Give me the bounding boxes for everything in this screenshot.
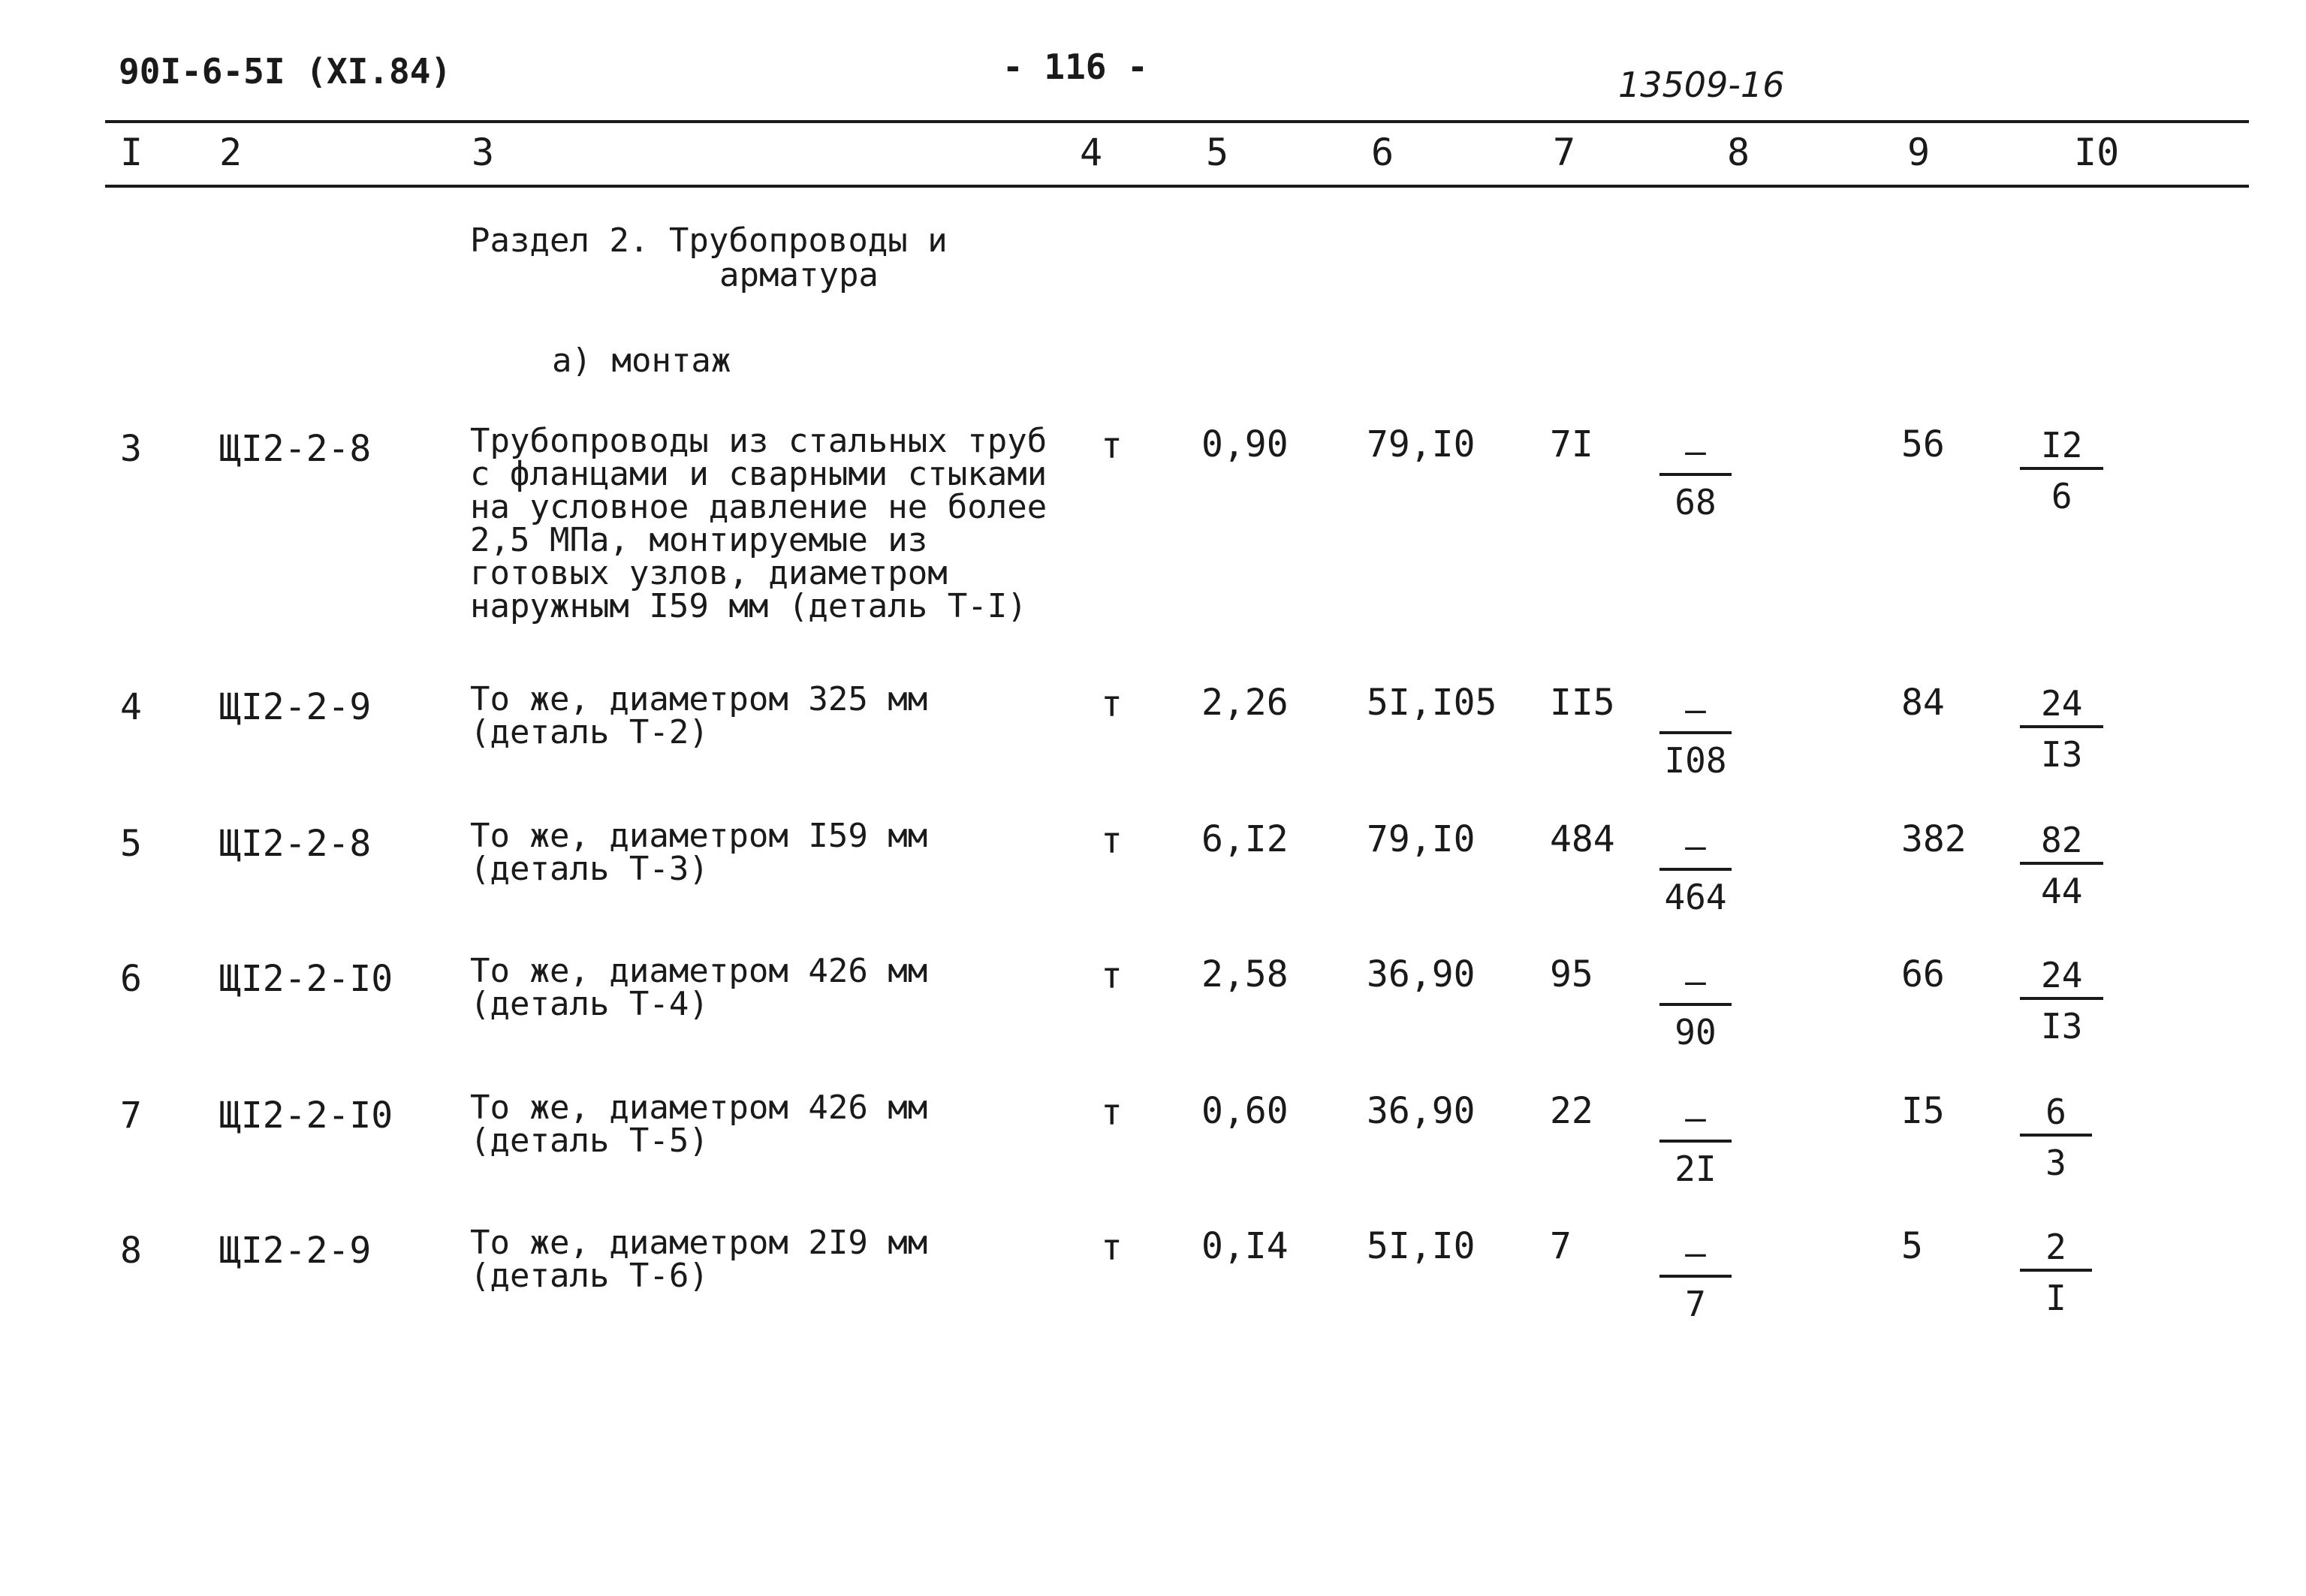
- column-8-fraction: [1659, 961, 1732, 1052]
- unit: т: [1101, 683, 1123, 725]
- fraction-denominator: 2I: [1674, 1149, 1717, 1189]
- column-9-value: 56: [1901, 423, 1945, 465]
- unit: т: [1101, 1092, 1123, 1134]
- work-description: То же, диаметром I59 мм (деталь Т-3): [470, 817, 928, 888]
- total-cost: 7: [1550, 1225, 1572, 1267]
- column-9-value: 5: [1901, 1225, 1923, 1267]
- fraction-denominator: 44: [2041, 871, 2083, 911]
- fraction-numerator: 24: [2020, 958, 2103, 1000]
- fraction-numerator: 2: [2020, 1230, 2092, 1272]
- unit: т: [1101, 1227, 1123, 1269]
- rate-code: ЩI2-2-I0: [219, 958, 393, 1000]
- section-title-continuation: арматура: [719, 256, 879, 294]
- fraction-numerator: 6: [2020, 1095, 2092, 1137]
- work-description: То же, диаметром 426 мм (деталь Т-4): [470, 952, 928, 1023]
- column-8-fraction: [1659, 1233, 1732, 1324]
- rate-code: ЩI2-2-8: [219, 823, 372, 865]
- unit-price: 5I,I0: [1367, 1225, 1476, 1267]
- unit-price: 36,90: [1367, 1090, 1476, 1132]
- column-header: 2: [219, 131, 243, 174]
- rate-code: ЩI2-2-I0: [219, 1095, 393, 1137]
- fraction-numerator: 24: [2020, 686, 2103, 728]
- quantity: 0,60: [1201, 1090, 1289, 1132]
- fraction-denominator: 68: [1674, 482, 1717, 522]
- fraction-denominator: I08: [1664, 740, 1727, 781]
- total-cost: 7I: [1550, 423, 1593, 465]
- fraction-denominator: 7: [1685, 1284, 1706, 1324]
- column-header: I: [120, 131, 143, 174]
- fraction-numerator: 82: [2020, 823, 2103, 865]
- fraction-denominator: I: [2045, 1278, 2066, 1318]
- unit-price: 36,90: [1367, 953, 1476, 995]
- fraction-numerator: –: [1659, 692, 1732, 734]
- row-number: 6: [120, 958, 142, 1000]
- total-cost: 22: [1550, 1090, 1593, 1132]
- column-10-fraction: [2020, 1227, 2092, 1318]
- quantity: 2,26: [1201, 682, 1289, 724]
- subsection-title: а) монтаж: [552, 342, 731, 380]
- column-10-fraction: [2020, 820, 2103, 911]
- column-9-value: 382: [1901, 818, 1967, 860]
- total-cost: 484: [1550, 818, 1615, 860]
- row-number: 7: [120, 1095, 142, 1137]
- fraction-numerator: –: [1659, 434, 1732, 476]
- section-title: Раздел 2. Трубопроводы и: [470, 221, 948, 260]
- column-10-fraction: [2020, 683, 2103, 775]
- column-header: 8: [1727, 131, 1750, 174]
- column-10-fraction: [2020, 955, 2103, 1046]
- column-10-fraction: [2020, 425, 2103, 516]
- unit-price: 5I,I05: [1367, 682, 1497, 724]
- column-header: 4: [1080, 131, 1103, 174]
- inventory-number: 13509-16: [1618, 65, 1785, 105]
- rate-code: ЩI2-2-8: [219, 428, 372, 470]
- quantity: 2,58: [1201, 953, 1289, 995]
- header-rule-bottom: [105, 185, 2249, 188]
- fraction-denominator: 3: [2045, 1143, 2066, 1183]
- column-header: I0: [2074, 131, 2120, 174]
- unit: т: [1101, 425, 1123, 467]
- unit: т: [1101, 820, 1123, 862]
- column-header: 9: [1907, 131, 1931, 174]
- column-8-fraction: [1659, 689, 1732, 781]
- column-9-value: 84: [1901, 682, 1945, 724]
- unit: т: [1101, 955, 1123, 997]
- row-number: 8: [120, 1230, 142, 1272]
- column-9-value: 66: [1901, 953, 1945, 995]
- rate-code: ЩI2-2-9: [219, 686, 372, 728]
- column-header: 6: [1371, 131, 1394, 174]
- total-cost: II5: [1550, 682, 1615, 724]
- fraction-denominator: 90: [1674, 1012, 1717, 1052]
- fraction-denominator: I3: [2041, 1006, 2083, 1046]
- total-cost: 95: [1550, 953, 1593, 995]
- document-code: 90I-6-5I (XI.84): [119, 51, 452, 92]
- column-header: 5: [1206, 131, 1229, 174]
- fraction-numerator: I2: [2020, 428, 2103, 470]
- fraction-denominator: 6: [2051, 476, 2072, 516]
- work-description: То же, диаметром 426 мм (деталь Т-5): [470, 1089, 928, 1160]
- column-header: 7: [1553, 131, 1576, 174]
- work-description: То же, диаметром 325 мм (деталь Т-2): [470, 680, 928, 751]
- rate-code: ЩI2-2-9: [219, 1230, 372, 1272]
- fraction-denominator: 464: [1664, 877, 1727, 917]
- quantity: 6,I2: [1201, 818, 1289, 860]
- row-number: 3: [120, 428, 142, 470]
- column-8-fraction: [1659, 1098, 1732, 1189]
- fraction-denominator: I3: [2041, 734, 2083, 775]
- unit-price: 79,I0: [1367, 818, 1476, 860]
- work-description: То же, диаметром 2I9 мм (деталь Т-6): [470, 1224, 928, 1295]
- fraction-numerator: –: [1659, 1101, 1732, 1143]
- column-8-fraction: [1659, 826, 1732, 917]
- quantity: 0,I4: [1201, 1225, 1289, 1267]
- fraction-numerator: –: [1659, 1236, 1732, 1278]
- column-9-value: I5: [1901, 1090, 1945, 1132]
- work-description: Трубопроводы из стальных труб с фланцами и сварными стыками на условное давление не более 2,5 МПа, монтируемые из готовых узлов, диаметром наружным I59 мм (деталь Т-I): [470, 422, 1047, 625]
- column-8-fraction: [1659, 431, 1732, 522]
- quantity: 0,90: [1201, 423, 1289, 465]
- fraction-numerator: –: [1659, 964, 1732, 1006]
- row-number: 4: [120, 686, 142, 728]
- page-number: - 116 -: [1002, 47, 1148, 87]
- header-rule-top: [105, 120, 2249, 123]
- unit-price: 79,I0: [1367, 423, 1476, 465]
- fraction-numerator: –: [1659, 829, 1732, 871]
- column-header: 3: [472, 131, 495, 174]
- column-10-fraction: [2020, 1092, 2092, 1183]
- row-number: 5: [120, 823, 142, 865]
